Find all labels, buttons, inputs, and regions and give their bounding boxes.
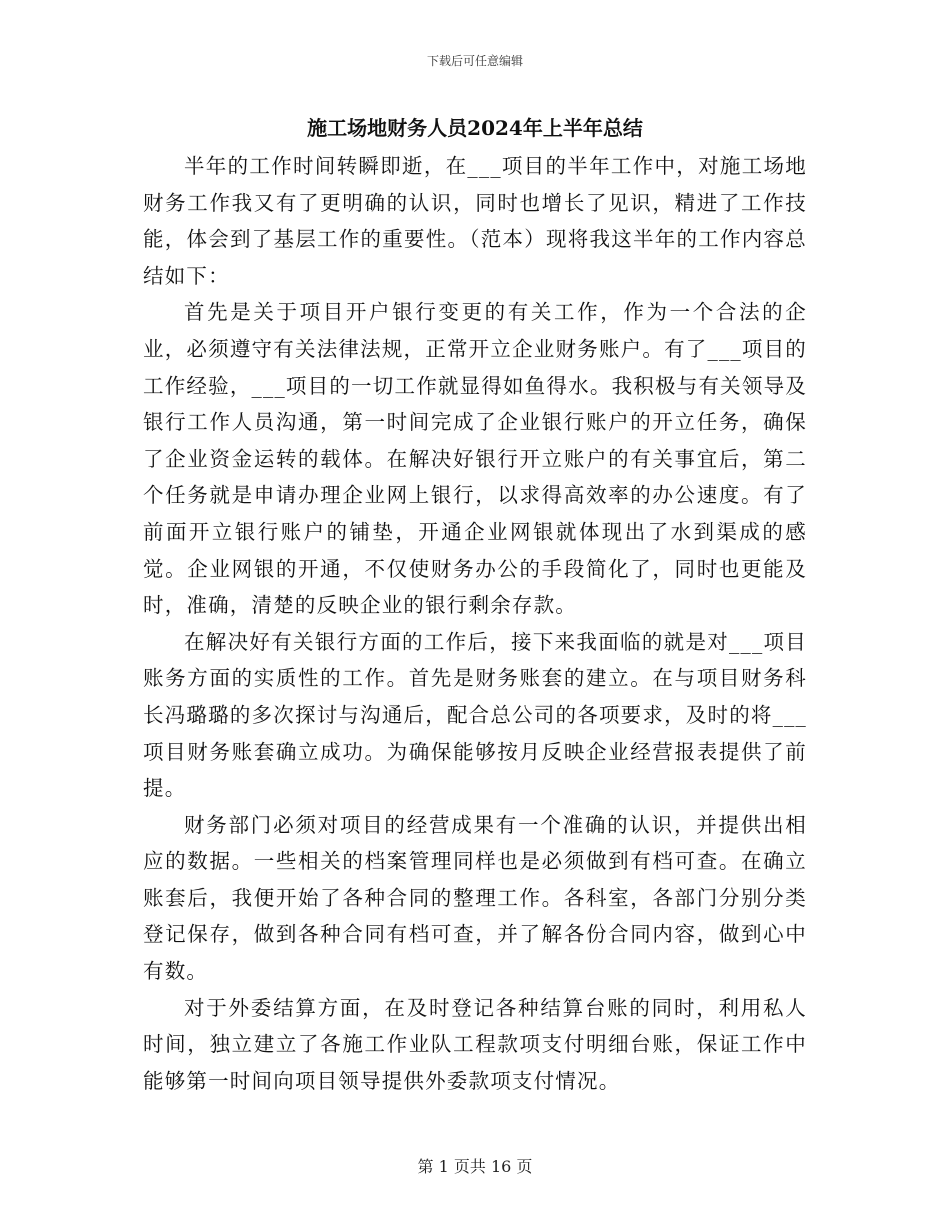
document-body bbox=[143, 148, 807, 1099]
document-title: 施工场地财务人员2024年上半年总结 bbox=[307, 116, 643, 140]
paragraph-outsourcing-settlement: 对于外委结算方面，在及时登记各种结算台账的同时，利用私人时间，独立建立了各施工作业队工程款项支付明细台账，保证工作中能够第一时间向项目领导提供外委款项支付情况。 bbox=[143, 995, 807, 1093]
page-header-note: 下载后可任意编辑 bbox=[426, 54, 523, 68]
paragraph-accounting-setup: 在解决好有关银行方面的工作后，接下来我面临的就是对___项目账务方面的实质性的工作。首先是财务账套的建立。在与项目财务科长冯璐璐的多次探讨与沟通后，配合总公司的各项要求，及时的将___项目财务账套确立成功。为确保能够按月反映企业经营报表提供了前提。 bbox=[143, 629, 807, 801]
page-number-footer: 第 1 页共 16 页 bbox=[417, 1157, 533, 1176]
paragraph-intro: 半年的工作时间转瞬即逝，在___项目的半年工作中，对施工场地财务工作我又有了更明确的认识，同时也增长了见识，精进了工作技能，体会到了基层工作的重要性。（范本）现将我这半年的工作内容总结如下： bbox=[143, 154, 807, 288]
paragraph-contract-archive: 财务部门必须对项目的经营成果有一个准确的认识，并提供出相应的数据。一些相关的档案管理同样也是必须做到有档可查。在确立账套后，我便开始了各种合同的整理工作。各科室，各部门分别分类登记保存，做到各种合同有档可查，并了解各份合同内容，做到心中有数。 bbox=[143, 812, 807, 984]
paragraph-bank-account: 首先是关于项目开户银行变更的有关工作，作为一个合法的企业，必须遵守有关法律法规，正常开立企业财务账户。有了___项目的工作经验，___项目的一切工作就显得如鱼得水。我积极与有关领导及银行工作人员沟通，第一时间完成了企业银行账户的开立任务，确保了企业资金运转的载体。在解决好银行开立账户的有关事宜后，第二个任务就是申请办理企业网上银行，以求得高效率的办公速度。有了前面开立银行账户的铺垫，开通企业网银就体现出了水到渠成的感觉。企业网银的开通，不仅使财务办公的手段简化了，同时也更能及时，准确，清楚的反映企业的银行剩余存款。 bbox=[143, 300, 807, 618]
